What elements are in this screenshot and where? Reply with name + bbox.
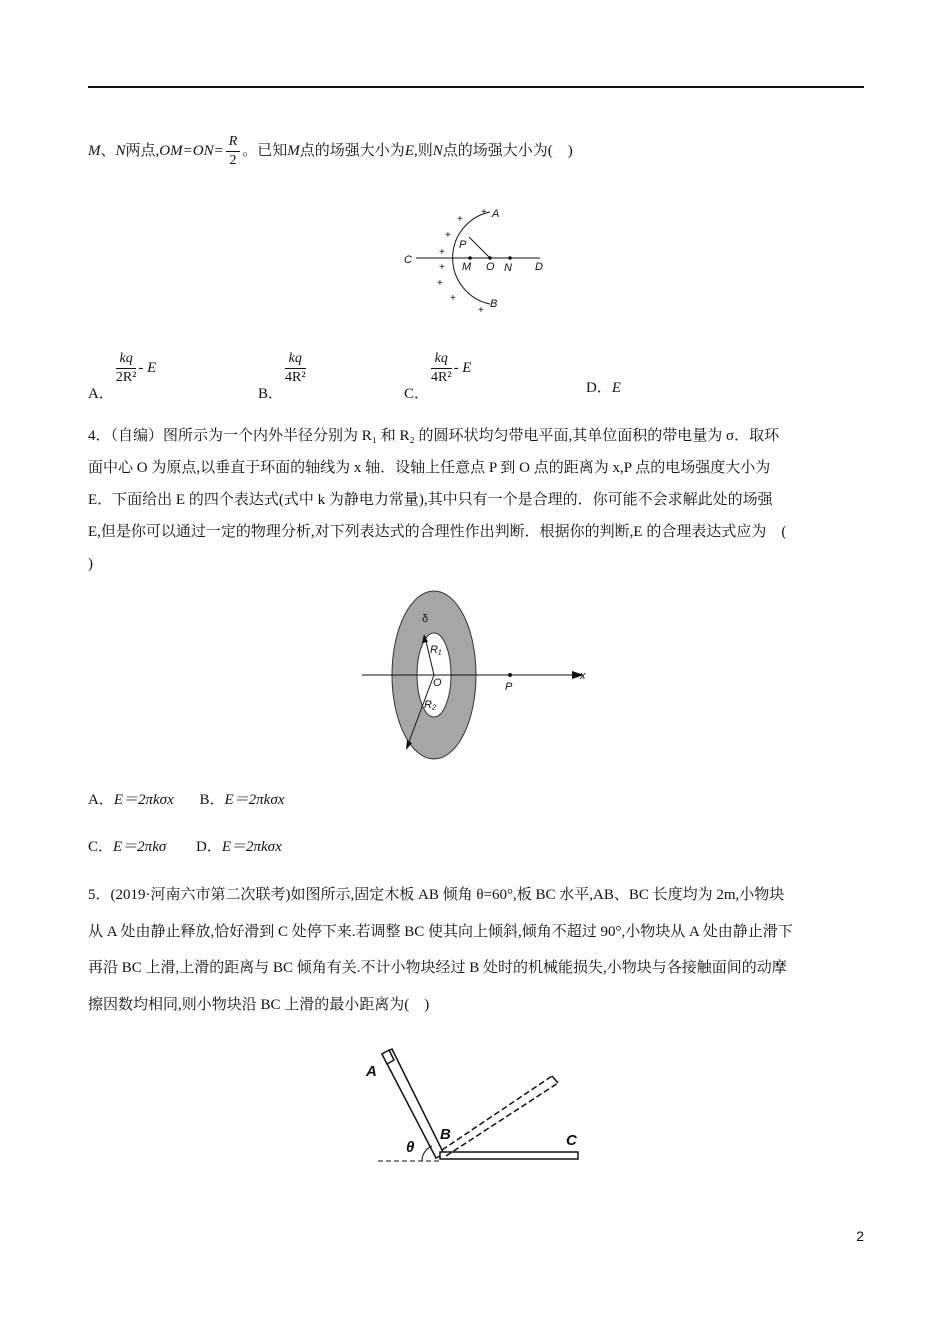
q3-label-m: M bbox=[462, 261, 472, 273]
q3-point-o bbox=[488, 256, 492, 260]
option-tail: - E bbox=[453, 359, 472, 376]
option-label: C． bbox=[88, 839, 114, 855]
q3-point-n bbox=[508, 256, 512, 260]
q3-stem-part: OM=ON= bbox=[159, 142, 224, 159]
q5-dashed-board-end bbox=[552, 1076, 558, 1083]
option-label: A． bbox=[88, 385, 114, 402]
q3-stem-part: 、 bbox=[100, 142, 116, 159]
q4-source: （自编） bbox=[110, 428, 164, 444]
option-denominator: 4R² bbox=[285, 370, 306, 385]
q3-label-c: C bbox=[404, 254, 412, 266]
q4-label-p: P bbox=[505, 681, 513, 693]
q4-text: 图所示为一个内外半径分别为 R₁ 和 R₂ 的圆环状均匀带电平面,其单位面积的带电量为 σ．取环 bbox=[163, 428, 780, 444]
option-expr: E＝2πkσx bbox=[221, 839, 282, 855]
q5-number: 5． bbox=[88, 887, 111, 903]
q5-label-theta: θ bbox=[406, 1139, 415, 1156]
option-fraction bbox=[285, 350, 306, 387]
q5-board-figure bbox=[360, 1040, 590, 1168]
q4-option-d[interactable] bbox=[196, 839, 282, 855]
q4-number: 4． bbox=[88, 428, 111, 444]
option-label: B． bbox=[258, 385, 284, 402]
q3-fraction bbox=[226, 133, 241, 170]
plus-sign: + bbox=[439, 262, 445, 273]
q4-label-delta: δ bbox=[422, 613, 429, 625]
option-label: B． bbox=[199, 792, 225, 808]
q4-options-row-1 bbox=[88, 788, 284, 809]
option-numerator: kq bbox=[285, 350, 306, 369]
option-tail: - E bbox=[138, 359, 157, 376]
option-expr: E＝2πkσx bbox=[224, 792, 285, 808]
q4-option-a[interactable] bbox=[88, 792, 174, 808]
q3-stem-part: 点的场强大小为( ) bbox=[442, 142, 573, 159]
q3-stem-part: E bbox=[404, 142, 414, 159]
plus-sign: + bbox=[478, 305, 484, 315]
q3-option-c[interactable] bbox=[404, 350, 472, 402]
q3-label-o: O bbox=[486, 261, 495, 273]
q5-line-3: 再沿 BC 上滑,上滑的距离与 BC 倾角有关.不计小物块经过 B 处时的机械能损失,小物块与各接触面间的动摩 bbox=[88, 960, 787, 976]
q3-option-a[interactable] bbox=[88, 350, 157, 402]
option-numerator: kq bbox=[431, 350, 452, 369]
plus-sign: + bbox=[481, 207, 487, 218]
q5-dashed-board-bottom bbox=[446, 1083, 558, 1156]
plus-sign: + bbox=[457, 214, 463, 225]
q3-arc-figure bbox=[398, 200, 548, 315]
q5-stem bbox=[88, 877, 864, 1023]
page-number: 2 bbox=[856, 1228, 864, 1244]
option-fraction bbox=[116, 350, 137, 387]
q4-line-1 bbox=[88, 420, 864, 452]
q5-line-4: 擦因数均相同,则小物块沿 BC 上滑的最小距离为( ) bbox=[88, 996, 430, 1013]
q3-stem bbox=[88, 133, 573, 170]
q4-label-r2: R₂ bbox=[424, 699, 437, 711]
q3-option-d[interactable] bbox=[586, 376, 621, 397]
q3-fraction-denominator: 2 bbox=[229, 153, 237, 168]
header-rule bbox=[88, 86, 864, 88]
option-label: C． bbox=[404, 385, 430, 402]
option-denominator: 4R² bbox=[431, 370, 452, 385]
q3-label-b: B bbox=[490, 298, 498, 310]
plus-sign: + bbox=[439, 247, 445, 258]
q5-text: (2019·河南六市第二次联考)如图所示,固定木板 AB 倾角 θ=60°,板 BC 水平,AB、BC 长度均为 2m,小物块 bbox=[110, 887, 785, 903]
plus-sign: + bbox=[445, 230, 451, 241]
option-label: D． bbox=[586, 380, 612, 396]
q3-label-d: D bbox=[535, 261, 543, 273]
q3-stem-part: N bbox=[115, 142, 126, 159]
option-fraction bbox=[431, 350, 452, 387]
option-text: E bbox=[611, 380, 622, 396]
q4-label-o: O bbox=[433, 677, 442, 689]
q3-stem-part: 。已知 bbox=[242, 142, 288, 159]
q4-line-3: E．下面给出 E 的四个表达式(式中 k 为静电力常量),其中只有一个是合理的．你可能不会求解此处的场强 bbox=[88, 492, 773, 508]
q3-stem-part: M bbox=[88, 142, 101, 159]
q5-label-b: B bbox=[440, 1126, 451, 1143]
q3-label-p: P bbox=[459, 239, 467, 251]
q4-line-2: 面中心 O 为原点,以垂直于环面的轴线为 x 轴．设轴上任意点 P 到 O 点的距离为 x,P 点的电场强度大小为 bbox=[88, 460, 771, 476]
q3-fraction-numerator: R bbox=[226, 133, 241, 152]
q4-options-row-2 bbox=[88, 835, 282, 856]
option-expr: E＝2πkσx bbox=[113, 792, 174, 808]
q5-label-c: C bbox=[566, 1132, 577, 1149]
option-label: A． bbox=[88, 792, 114, 808]
q4-ring-figure bbox=[358, 590, 598, 762]
q4-option-c[interactable] bbox=[88, 839, 166, 855]
q5-line-1 bbox=[88, 877, 864, 914]
q4-label-x: x bbox=[580, 670, 586, 682]
q3-stem-part: 两点, bbox=[125, 142, 160, 159]
option-denominator: 2R² bbox=[115, 370, 137, 385]
q5-line-2: 从 A 处由静止释放,恰好滑到 C 处停下来.若调整 BC 使其向上倾斜,倾角不超过 90°,小物块从 A 处由静止滑下 bbox=[88, 923, 793, 940]
q4-line-4: E,但是你可以通过一定的物理分析,对下列表达式的合理性作出判断．根据你的判断,E 的合理表达式应为 ( bbox=[88, 524, 787, 540]
q3-point-m bbox=[468, 256, 472, 260]
q4-line-5: ) bbox=[88, 556, 93, 572]
q3-stem-part: M bbox=[287, 142, 300, 159]
q4-option-b[interactable] bbox=[199, 792, 284, 808]
q3-label-n: N bbox=[504, 262, 512, 274]
plus-sign: + bbox=[437, 278, 443, 289]
q5-board-bc bbox=[440, 1152, 578, 1159]
q3-radius-line bbox=[469, 237, 490, 258]
q3-label-a: A bbox=[492, 208, 500, 220]
q4-stem bbox=[88, 420, 864, 580]
option-expr: E＝2πkσ bbox=[113, 839, 167, 855]
q4-label-r1: R₁ bbox=[430, 644, 442, 656]
option-label: D． bbox=[196, 839, 222, 855]
option-numerator: kq bbox=[116, 350, 137, 369]
plus-sign: + bbox=[450, 293, 456, 304]
q3-stem-part: 点的场强大小为 bbox=[299, 142, 405, 159]
q3-stem-part: ,则 bbox=[413, 142, 433, 159]
q5-dashed-board-top bbox=[442, 1076, 552, 1150]
q5-label-a: A bbox=[366, 1063, 377, 1080]
q3-stem-part: N bbox=[432, 142, 443, 159]
q3-option-b[interactable] bbox=[258, 350, 308, 402]
q4-point-p bbox=[508, 673, 512, 677]
